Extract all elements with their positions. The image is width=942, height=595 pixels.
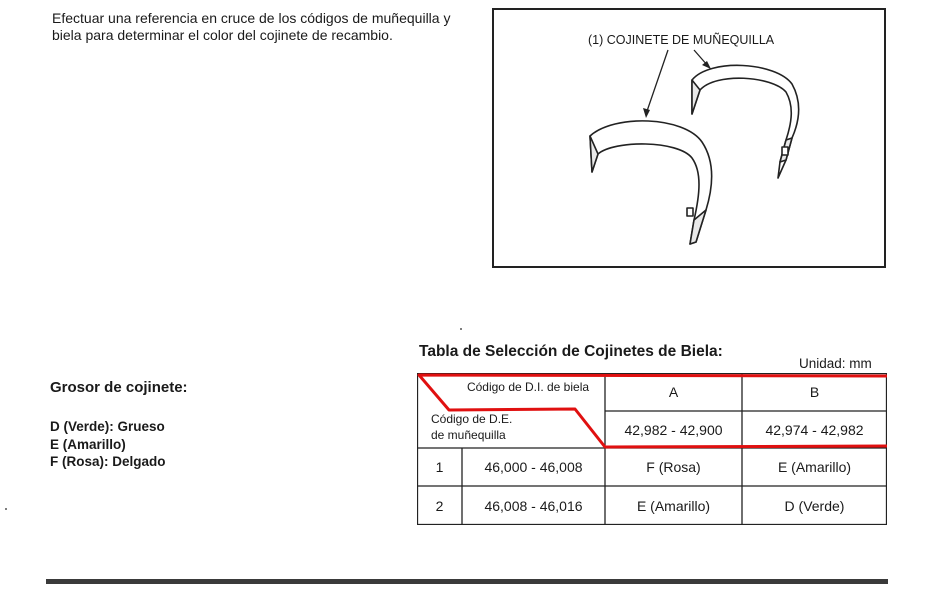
thickness-list [50,418,166,471]
thickness-item: E (Amarillo) [50,436,126,452]
table-title: Tabla de Selección de Cojinetes de Biela: [419,343,723,360]
header-di: Código de D.I. de biela [466,380,590,394]
col-a-range: 42,982 - 42,900 [624,421,723,438]
intro-paragraph: Efectuar una referencia en cruce de los códigos de muñequilla y biela para determinar el color del cojinete de recambio. [52,10,451,43]
header-de-line1: Código de D.E. [431,412,513,426]
footer-rule [46,579,888,584]
unit-label: Unidad: mm [799,356,872,371]
row-1-range: 46,000 - 46,008 [484,459,583,475]
bearing-figure [492,8,886,268]
row-2-col-b: D (Verde) [784,497,845,514]
bearing-illustration [494,10,888,270]
header-de-line2: de muñequilla [431,428,506,442]
row-2-col-a: E (Amarillo) [636,497,711,514]
bearing-selection-table [417,373,887,525]
thickness-item: D (Verde): Grueso [50,419,165,434]
row-2-range: 46,008 - 46,016 [484,497,583,514]
col-b-range: 42,974 - 42,982 [765,421,864,438]
row-2-code: 2 [435,497,444,514]
row-1-col-a: F (Rosa) [646,459,701,475]
row-1-col-b: E (Amarillo) [777,459,852,475]
col-a-code: A [668,384,679,400]
row-1-code: 1 [435,459,444,475]
col-b-code: B [809,384,820,400]
figure-label: (1) COJINETE DE MUÑEQUILLA [588,33,775,47]
scan-speck [460,328,462,330]
scan-speck [5,508,7,510]
thickness-title: Grosor de cojinete: [50,379,188,396]
thickness-item: F (Rosa): Delgado [50,454,166,469]
